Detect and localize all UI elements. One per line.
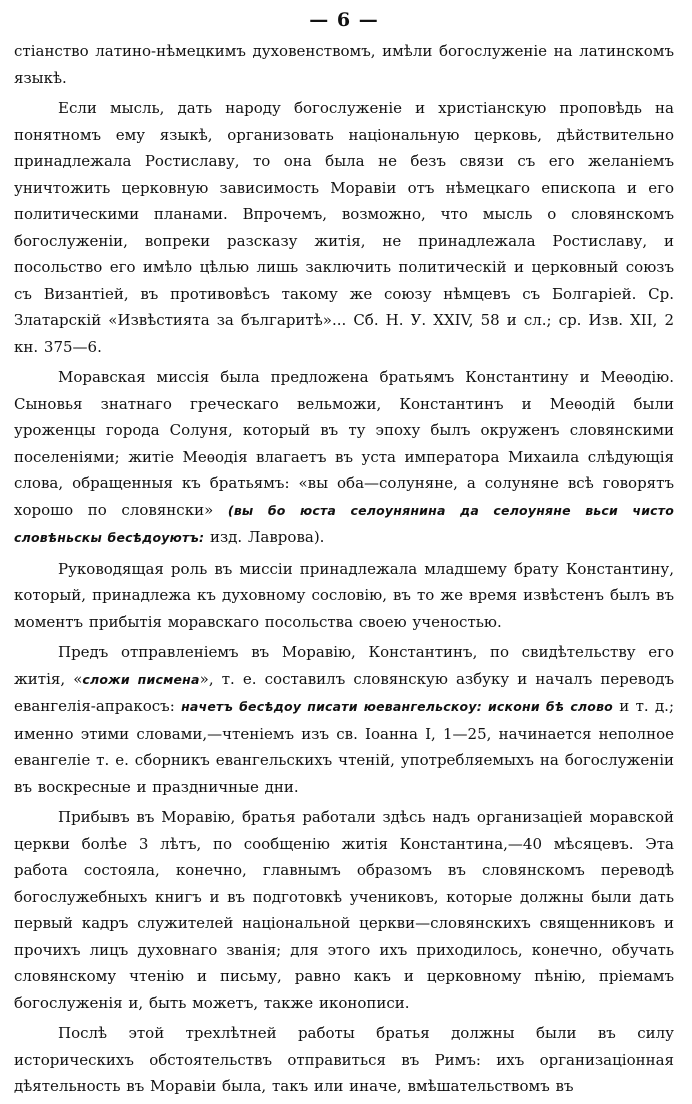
text-body (14, 38, 674, 1100)
paragraph-text: изд. Лаврова). (204, 528, 325, 546)
paragraph-text: Если мысль, дать народу богослуженіе и христіанскую проповѣдь на понятномъ ему языкѣ, организовать національную церковь, дѣйствительно принадлежала Ростиславу, то она была не безъ связи съ его желаніемъ уничтожить церковную зависимость Моравіи отъ нѣмецкаго епископа и его политическими планами. Впрочемъ, возможно, что мысль о словянскомъ богослуженіи, вопреки разсказу житія, не принадлежала Ростиславу, и посольство его имѣло цѣлью лишь заключить политическій и церковный союзъ съ Византіей, въ противовѣсъ такому же союзу нѣмцевъ съ Болгаріей. Ср. Златарскій «Извѣстията за българитѣ»... Сб. Н. У. XXIV, 58 и сл.; ср. Изв. XII, 2 кн. 375—6. (14, 99, 674, 356)
paragraph-text: Руководящая роль въ миссіи принадлежала младшему брату Константину, который, принадлежа къ духовному сословію, въ то же время извѣстенъ былъ въ моментъ прибытія моравскаго посольства своею ученостью. (14, 559, 674, 631)
paragraph-text: », т. е. составилъ словянскую азбуку и началъ переводъ евангелія-апракосъ: (14, 669, 675, 715)
paragraph-p0 (14, 38, 674, 91)
paragraph-p2 (14, 364, 674, 552)
paragraph-p4 (14, 639, 674, 800)
old-slavonic-quote: начетъ бесѣдоу писати юевангельскоу: искони бѣ слово (181, 699, 613, 714)
paragraph-text: Послѣ этой трехлѣтней работы братья должны были въ силу историческихъ обстоятельствъ отправиться въ Римъ: ихъ организаціонная дѣятельность въ Моравіи была, такъ или иначе, вмѣшательствомъ въ (14, 1024, 674, 1095)
book-page (14, 6, 674, 1104)
paragraph-text: стіанство латино-нѣмецкимъ духовенствомъ, имѣли богослуженіе на латинскомъ языкѣ. (14, 42, 674, 87)
paragraph-text: и т. д.; именно этими словами,—чтеніемъ изъ св. Іоанна I, 1—25, начинается неполное евангеліе т. е. сборникъ евангельскихъ чтеній, употребляемыхъ на богослуженіи въ воскресные и праздничные дни. (14, 697, 675, 796)
paragraph-p5 (14, 804, 674, 1016)
old-slavonic-quote: сложи писмена (82, 671, 200, 687)
paragraph-p1 (14, 95, 674, 360)
paragraph-text: Моравская миссія была предложена братьямъ Константину и Меѳодію. Сыновья знатнаго греческаго вельможи, Константинъ и Меѳодій были уроженцы города Солуня, который въ ту эпоху былъ окруженъ словянскими поселеніями; житіе Меѳодія влагаетъ въ уста императора Михаила слѣдующія слова, обращенныя къ братьямъ: «вы оба—солуняне, а солуняне всѣ говорятъ хорошо по словянски» (14, 368, 674, 519)
page-number: — 6 — (309, 9, 379, 31)
paragraph-text: Прибывъ въ Моравію, братья работали здѣсь надъ организаціей моравской церкви болѣе 3 лѣтъ, по сообщенію житія Константина,—40 мѣсяцевъ. Эта работа состояла, конечно, главнымъ образомъ въ словянскомъ переводѣ богослужебныхъ книгъ и въ подготовкѣ учениковъ, которые должны были дать первый кадръ служителей національной церкви—словянскихъ священниковъ и прочихъ лицъ духовнаго званія; для этого ихъ приходилось, конечно, обучать словянскому чтенію и письму, равно какъ и церковному пѣнію, пріемамъ богослуженія и, быть можетъ, также иконописи. (14, 808, 674, 1012)
paragraph-text: Предъ отправленіемъ въ Моравію, Константинъ, по свидѣтельству его житія, « (14, 643, 674, 688)
old-slavonic-quote: (вы бо юста селоунянина да селоуняне вьси чисто словѣньскы бесѣдоуютъ: (14, 502, 675, 545)
paragraph-p3 (14, 556, 674, 636)
